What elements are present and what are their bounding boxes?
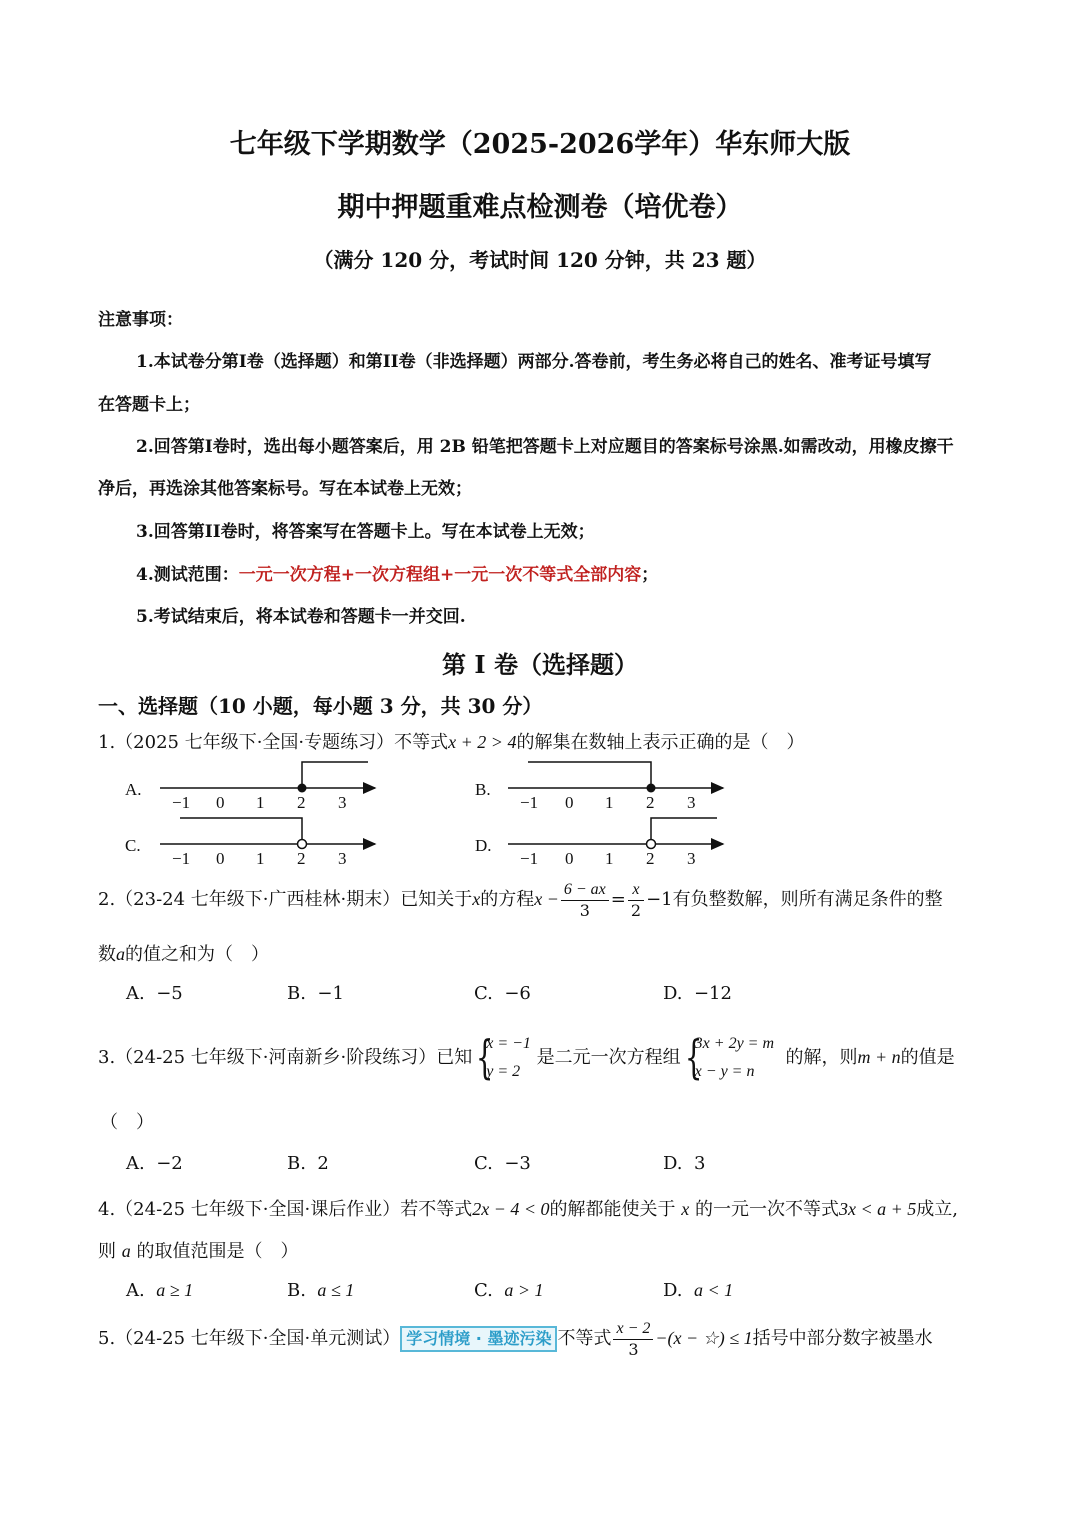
- tick-label: 1: [605, 849, 614, 868]
- option-label: D.: [663, 1153, 683, 1174]
- test-scope: 一元一次方程+一次方程组+一元一次不等式全部内容: [238, 565, 642, 585]
- option-label: A.: [126, 1280, 145, 1301]
- q3-sys1-b: y = 2: [486, 1063, 521, 1080]
- page-subtitle: 期中押题重难点检测卷（培优卷）: [337, 192, 743, 223]
- option-d-number-line: [475, 818, 723, 868]
- notice-item-5: 5.考试结束后，将本试卷和答题卡一并交回.: [136, 607, 466, 627]
- q4-expr1: 2x − 4 < 0: [472, 1199, 550, 1219]
- tick-label: −1: [172, 793, 191, 812]
- section-title: 第 I 卷（选择题）: [442, 650, 638, 679]
- tick-label: 2: [646, 849, 655, 868]
- q1-suffix: 的解集在数轴上表示正确的是（ ）: [516, 732, 805, 753]
- q5-frac-den: 3: [628, 1340, 639, 1359]
- tick-label: 3: [687, 793, 696, 812]
- option-value: −3: [504, 1153, 531, 1174]
- tick-label: 2: [297, 793, 306, 812]
- part-title: 一、选择题（10 小题，每小题 3 分，共 30 分）: [98, 694, 543, 718]
- option-value: −1: [317, 983, 344, 1004]
- tick-label: 0: [565, 849, 574, 868]
- q3-solution-system: { x = −1 y = 2: [476, 1030, 531, 1084]
- option-value: 2: [317, 1153, 329, 1174]
- q4-var-a: a: [121, 1241, 131, 1261]
- q2-option-c: [474, 983, 531, 1004]
- q3-answer-paren: （ ）: [100, 1112, 154, 1133]
- tick-label: 3: [687, 849, 696, 868]
- q4-var-x: x: [681, 1199, 690, 1219]
- option-label: B.: [287, 1280, 306, 1301]
- option-value: 3: [693, 1153, 706, 1174]
- question-4-line-2: [98, 1237, 298, 1263]
- q2-line2-a: 数: [98, 944, 116, 965]
- question-1: [98, 728, 804, 754]
- option-label: B.: [287, 1153, 306, 1174]
- tick-label: −1: [172, 849, 191, 868]
- q3-option-a: [126, 1153, 183, 1174]
- notice-item-4: [136, 560, 658, 585]
- option-label: C.: [474, 1153, 493, 1174]
- q2-var-a: a: [116, 944, 125, 964]
- tick-label: −1: [520, 793, 539, 812]
- option-label: C.: [474, 983, 493, 1004]
- q2-fraction-2: [628, 879, 644, 921]
- option-value: a < 1: [693, 1280, 734, 1300]
- option-c-label: C.: [125, 836, 141, 855]
- option-value: −5: [156, 983, 183, 1004]
- question-2-line-2: [98, 940, 269, 966]
- notice-label: 注意事项：: [98, 310, 183, 330]
- option-b-label: B.: [475, 780, 491, 799]
- q3-prefix: 3.（24-25 七年级下·河南新乡·阶段练习）已知: [98, 1047, 473, 1068]
- q2-line2-b: 的值之和为（ ）: [125, 944, 269, 965]
- q1-prefix: 1.（2025 七年级下·全国·专题练习）不等式: [98, 732, 449, 753]
- option-value: −2: [156, 1153, 183, 1174]
- q2-frac1-den: 3: [579, 901, 590, 920]
- question-4: [98, 1195, 958, 1221]
- q3-expr: m + n: [857, 1047, 901, 1067]
- option-c-number-line: [125, 818, 375, 868]
- page-title: 七年级下学期数学（2025-2026学年）华东师大版: [229, 129, 851, 160]
- q3-mid: 是二元一次方程组: [536, 1047, 681, 1068]
- tick-label: 1: [256, 793, 265, 812]
- q5-frac-num: x − 2: [616, 1320, 651, 1337]
- q4-line2-a: 则: [98, 1241, 116, 1262]
- tick-label: −1: [520, 849, 539, 868]
- option-label: D.: [663, 983, 683, 1004]
- q4-prefix: 4.（24-25 七年级下·全国·课后作业）若不等式: [98, 1199, 473, 1220]
- q3-suffix-b: 的值是: [900, 1047, 955, 1068]
- notice-item-2-cont: 净后，再选涂其他答案标号。写在本试卷上无效；: [98, 479, 472, 499]
- question-2: [98, 879, 943, 921]
- q2-lhs: x −: [534, 889, 559, 909]
- option-d-label: D.: [475, 836, 492, 855]
- q2-option-b: [287, 983, 344, 1004]
- notice-item-1-cont: 在答题卡上；: [98, 395, 200, 415]
- q3-suffix-a: 的解，则: [785, 1047, 858, 1068]
- option-b-number-line: [475, 762, 723, 812]
- option-value: −6: [504, 983, 531, 1004]
- q3-option-b: [287, 1153, 329, 1174]
- q2-option-d: [663, 983, 732, 1004]
- q4-mid: 的解都能使关于: [549, 1199, 676, 1220]
- tick-label: 0: [216, 849, 225, 868]
- q2-option-a: [126, 983, 183, 1004]
- tick-label: 3: [338, 793, 347, 812]
- q5-fraction: [613, 1318, 653, 1360]
- q4-line2-b: 的取值范围是（ ）: [136, 1241, 299, 1262]
- tick-label: 0: [565, 793, 574, 812]
- q4-option-a: [126, 1280, 193, 1301]
- q1-number-lines: [120, 755, 760, 875]
- q2-prefix: 2.（23-24 七年级下·广西桂林·期末）已知关于: [98, 889, 473, 910]
- option-label: A.: [126, 983, 145, 1004]
- q4-option-c: [474, 1280, 543, 1301]
- tick-label: 1: [605, 793, 614, 812]
- q3-sys1-a: x = −1: [486, 1035, 531, 1052]
- tick-label: 1: [256, 849, 265, 868]
- option-value: a ≤ 1: [317, 1280, 355, 1300]
- q3-option-d: [663, 1153, 705, 1174]
- q2-mid: 的方程: [480, 889, 535, 910]
- q5-expr: −(x − ☆) ≤ 1: [655, 1328, 753, 1348]
- q3-sys2-a: 3x + 2y = m: [694, 1035, 775, 1052]
- tick-label: 0: [216, 793, 225, 812]
- q2-frac1-num: 6 − ax: [563, 881, 606, 898]
- q2-tail: −1: [646, 889, 673, 910]
- notice-item-3: 3.回答第II卷时，将答案写在答题卡上。写在本试卷上无效；: [136, 522, 595, 542]
- q5-mid: 不等式: [557, 1328, 612, 1349]
- q2-suffix: 有负整数解，则所有满足条件的整: [672, 889, 943, 910]
- tick-label: 2: [297, 849, 306, 868]
- notice-item-4-end: ；: [641, 565, 659, 585]
- notice-item-2: 2.回答第I卷时，选出每小题答案后，用 2B 铅笔把答题卡上对应题目的答案标号涂黑.如需改动，用橡皮擦干: [136, 437, 954, 457]
- notice-item-4-label: 4.测试范围：: [136, 565, 239, 585]
- option-label: B.: [287, 983, 306, 1004]
- q4-option-b: [287, 1280, 354, 1301]
- q5-suffix: 括号中部分数字被墨水: [752, 1328, 933, 1349]
- q3-option-c: [474, 1153, 531, 1174]
- option-a-label: A.: [125, 780, 142, 799]
- tick-label: 3: [338, 849, 347, 868]
- q2-equals: =: [610, 889, 626, 910]
- option-value: a > 1: [504, 1280, 544, 1300]
- q3-sys2-b: x − y = n: [694, 1063, 755, 1080]
- q1-expr: x + 2 > 4: [448, 732, 517, 752]
- option-value: −12: [693, 983, 732, 1004]
- q2-frac2-den: 2: [630, 901, 642, 920]
- context-tag-badge: 学习情境 · 墨迹污染: [400, 1326, 557, 1352]
- q4-mid2: 的一元一次不等式: [695, 1199, 839, 1220]
- q3-equation-system: { 3x + 2y = m x − y = n: [684, 1030, 775, 1084]
- tick-label: 2: [646, 793, 655, 812]
- question-5: [98, 1318, 933, 1360]
- q4-expr2: 3x < a + 5: [839, 1199, 917, 1219]
- question-3: [98, 1030, 955, 1086]
- option-label: C.: [474, 1280, 493, 1301]
- exam-info: （满分 120 分，考试时间 120 分钟，共 23 题）: [313, 248, 767, 272]
- q2-fraction-1: [561, 879, 609, 921]
- q5-prefix: 5.（24-25 七年级下·全国·单元测试）: [98, 1328, 401, 1349]
- option-value: a ≥ 1: [156, 1280, 194, 1300]
- option-label: A.: [126, 1153, 145, 1174]
- q2-var-x: x: [472, 889, 481, 909]
- q4-suffix: 成立,: [916, 1199, 959, 1220]
- option-a-number-line: [125, 762, 375, 812]
- q2-frac2-num: x: [632, 881, 640, 898]
- q4-option-d: [663, 1280, 733, 1301]
- notice-item-1: 1.本试卷分第I卷（选择题）和第II卷（非选择题）两部分.答卷前，考生务必将自己的姓名、准考证号填写: [136, 352, 932, 372]
- option-label: D.: [663, 1280, 683, 1301]
